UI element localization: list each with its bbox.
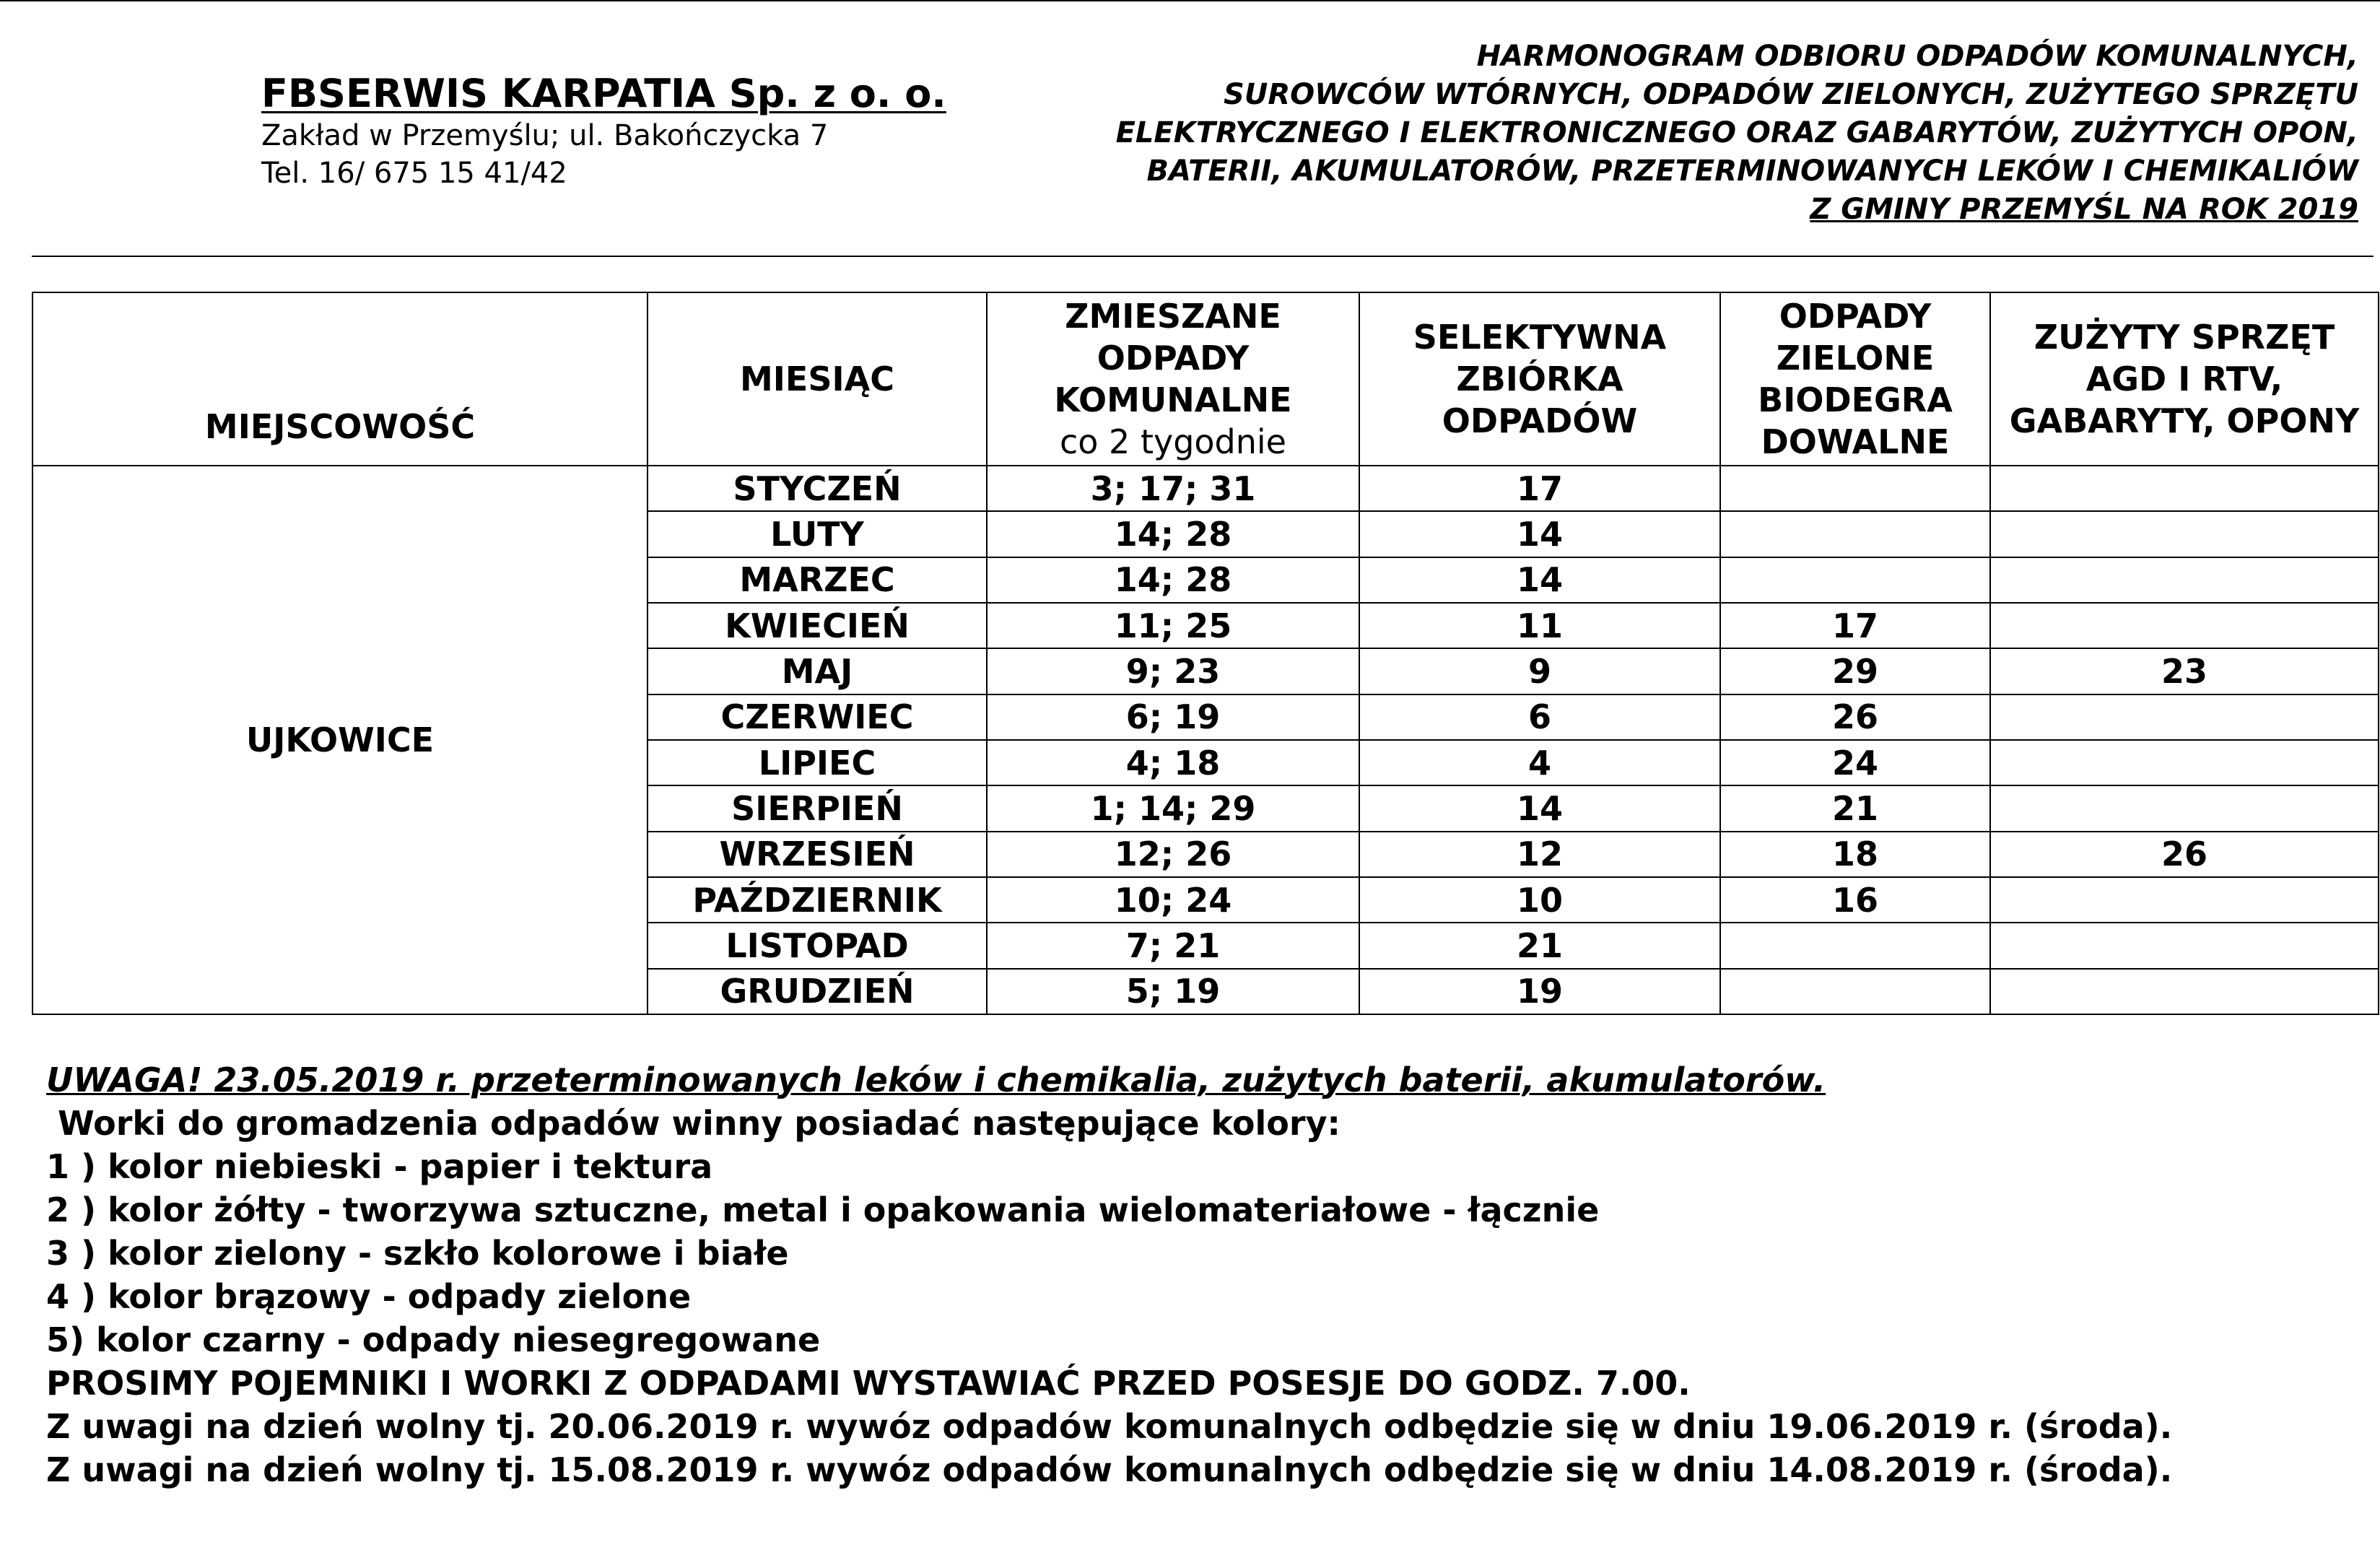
table-body	[32, 466, 2379, 1014]
title-line: HARMONOGRAM ODBIORU ODPADÓW KOMUNALNYCH,	[1476, 40, 2358, 73]
selective-cell: 11	[1359, 603, 1720, 648]
schedule-title	[1116, 38, 2358, 229]
warning-note: UWAGA! 23.05.2019 r. przeterminowanych leków i chemikalia, zużytych baterii, akumulatorów.	[46, 1060, 1826, 1099]
month-cell: MAJ	[648, 648, 987, 694]
bag-color-item: 4 ) kolor brązowy - odpady zielone	[46, 1277, 692, 1316]
company-phone: Tel. 16/ 675 15 41/42	[261, 157, 567, 190]
company-block	[261, 71, 946, 192]
month-cell: CZERWIEC	[648, 694, 987, 740]
mixed-cell: 3; 17; 31	[987, 466, 1359, 511]
header-selective: SELEKTYWNA ZBIÓRKA ODPADÓW	[1359, 292, 1720, 466]
green-cell	[1720, 923, 1990, 968]
selective-cell: 14	[1359, 511, 1720, 557]
table-row	[32, 466, 2379, 511]
mixed-cell: 5; 19	[987, 969, 1359, 1014]
bulky-cell: 26	[1990, 832, 2379, 877]
bulky-cell	[1990, 785, 2379, 831]
header-green: ODPADY ZIELONE BIODEGRA DOWALNE	[1720, 292, 1990, 466]
location-cell: UJKOWICE	[32, 466, 648, 1014]
mixed-cell: 11; 25	[987, 603, 1359, 648]
holiday-notice: Z uwagi na dzień wolny tj. 20.06.2019 r. wywóz odpadów komunalnych odbędzie się w dniu 19.06.2019 r. (środa).	[46, 1407, 2173, 1446]
month-cell: LISTOPAD	[648, 923, 987, 968]
green-cell	[1720, 511, 1990, 557]
header-bulky: ZUŻYTY SPRZĘT AGD I RTV, GABARYTY, OPONY	[1990, 292, 2379, 466]
month-cell: PAŹDZIERNIK	[648, 877, 987, 923]
green-cell: 17	[1720, 603, 1990, 648]
mixed-cell: 10; 24	[987, 877, 1359, 923]
month-cell: KWIECIEŃ	[648, 603, 987, 648]
header-month: MIESIĄC	[648, 292, 987, 466]
mixed-cell: 6; 19	[987, 694, 1359, 740]
selective-cell: 14	[1359, 785, 1720, 831]
table-header-row	[32, 292, 2379, 466]
month-cell: WRZESIEŃ	[648, 832, 987, 877]
selective-cell: 12	[1359, 832, 1720, 877]
title-line: Z GMINY PRZEMYŚL NA ROK 2019	[1810, 193, 2358, 226]
bag-color-item: 1 ) kolor niebieski - papier i tektura	[46, 1147, 713, 1186]
selective-cell: 17	[1359, 466, 1720, 511]
green-cell	[1720, 466, 1990, 511]
green-cell: 29	[1720, 648, 1990, 694]
mixed-cell: 14; 28	[987, 557, 1359, 603]
title-line: SUROWCÓW WTÓRNYCH, ODPADÓW ZIELONYCH, ZUŻYTEGO SPRZĘTU	[1224, 78, 2358, 111]
mixed-cell: 14; 28	[987, 511, 1359, 557]
holiday-notice: Z uwagi na dzień wolny tj. 15.08.2019 r. wywóz odpadów komunalnych odbędzie się w dniu 14.08.2019 r. (środa).	[46, 1450, 2173, 1489]
title-line: BATERII, AKUMULATORÓW, PRZETERMINOWANYCH LEKÓW I CHEMIKALIÓW	[1146, 154, 2358, 188]
mixed-cell: 1; 14; 29	[987, 785, 1359, 831]
header-mixed-frequency: co 2 tygodnie	[1060, 422, 1286, 461]
month-cell: LIPIEC	[648, 740, 987, 785]
green-cell: 16	[1720, 877, 1990, 923]
bulky-cell	[1990, 923, 2379, 968]
month-cell: GRUDZIEŃ	[648, 969, 987, 1014]
bag-color-item: 3 ) kolor zielony - szkło kolorowe i białe	[46, 1234, 789, 1273]
mixed-cell: 9; 23	[987, 648, 1359, 694]
put-out-notice: PROSIMY POJEMNIKI I WORKI Z ODPADAMI WYSTAWIAĆ PRZED POSESJE DO GODZ. 7.00.	[46, 1364, 1691, 1403]
header-location: MIEJSCOWOŚĆ	[32, 292, 648, 466]
header-mixed-waste	[987, 292, 1359, 466]
green-cell	[1720, 969, 1990, 1014]
month-cell: MARZEC	[648, 557, 987, 603]
selective-cell: 14	[1359, 557, 1720, 603]
bulky-cell	[1990, 694, 2379, 740]
bulky-cell	[1990, 603, 2379, 648]
selective-cell: 6	[1359, 694, 1720, 740]
mixed-cell: 12; 26	[987, 832, 1359, 877]
header-mixed-label: ZMIESZANE ODPADY KOMUNALNE	[1054, 297, 1292, 419]
title-line: ELEKTRYCZNEGO I ELEKTRONICZNEGO ORAZ GABARYTÓW, ZUŻYTYCH OPON,	[1115, 116, 2358, 149]
mixed-cell: 4; 18	[987, 740, 1359, 785]
green-cell: 24	[1720, 740, 1990, 785]
green-cell: 21	[1720, 785, 1990, 831]
green-cell: 26	[1720, 694, 1990, 740]
bulky-cell	[1990, 557, 2379, 603]
bulky-cell	[1990, 466, 2379, 511]
green-cell	[1720, 557, 1990, 603]
month-cell: SIERPIEŃ	[648, 785, 987, 831]
selective-cell: 21	[1359, 923, 1720, 968]
bulky-cell	[1990, 877, 2379, 923]
bulky-cell	[1990, 511, 2379, 557]
bulky-cell: 23	[1990, 648, 2379, 694]
bulky-cell	[1990, 969, 2379, 1014]
selective-cell: 9	[1359, 648, 1720, 694]
bag-color-item: 5) kolor czarny - odpady niesegregowane	[46, 1320, 821, 1359]
company-name: FBSERWIS KARPATIA Sp. z o. o.	[261, 71, 946, 116]
header-divider	[32, 256, 2374, 257]
bag-color-item: 2 ) kolor żółty - tworzywa sztuczne, metal i opakowania wielomateriałowe - łącznie	[46, 1190, 1600, 1229]
notes-section	[46, 1058, 2172, 1491]
selective-cell: 10	[1359, 877, 1720, 923]
month-cell: LUTY	[648, 511, 987, 557]
company-address: Zakład w Przemyślu; ul. Bakończycka 7	[261, 119, 829, 152]
selective-cell: 19	[1359, 969, 1720, 1014]
selective-cell: 4	[1359, 740, 1720, 785]
green-cell: 18	[1720, 832, 1990, 877]
bulky-cell	[1990, 740, 2379, 785]
mixed-cell: 7; 21	[987, 923, 1359, 968]
bags-intro: Worki do gromadzenia odpadów winny posiadać następujące kolory:	[58, 1104, 1341, 1143]
top-rule	[0, 0, 2380, 1]
month-cell: STYCZEŃ	[648, 466, 987, 511]
collection-schedule-table	[32, 292, 2379, 1015]
